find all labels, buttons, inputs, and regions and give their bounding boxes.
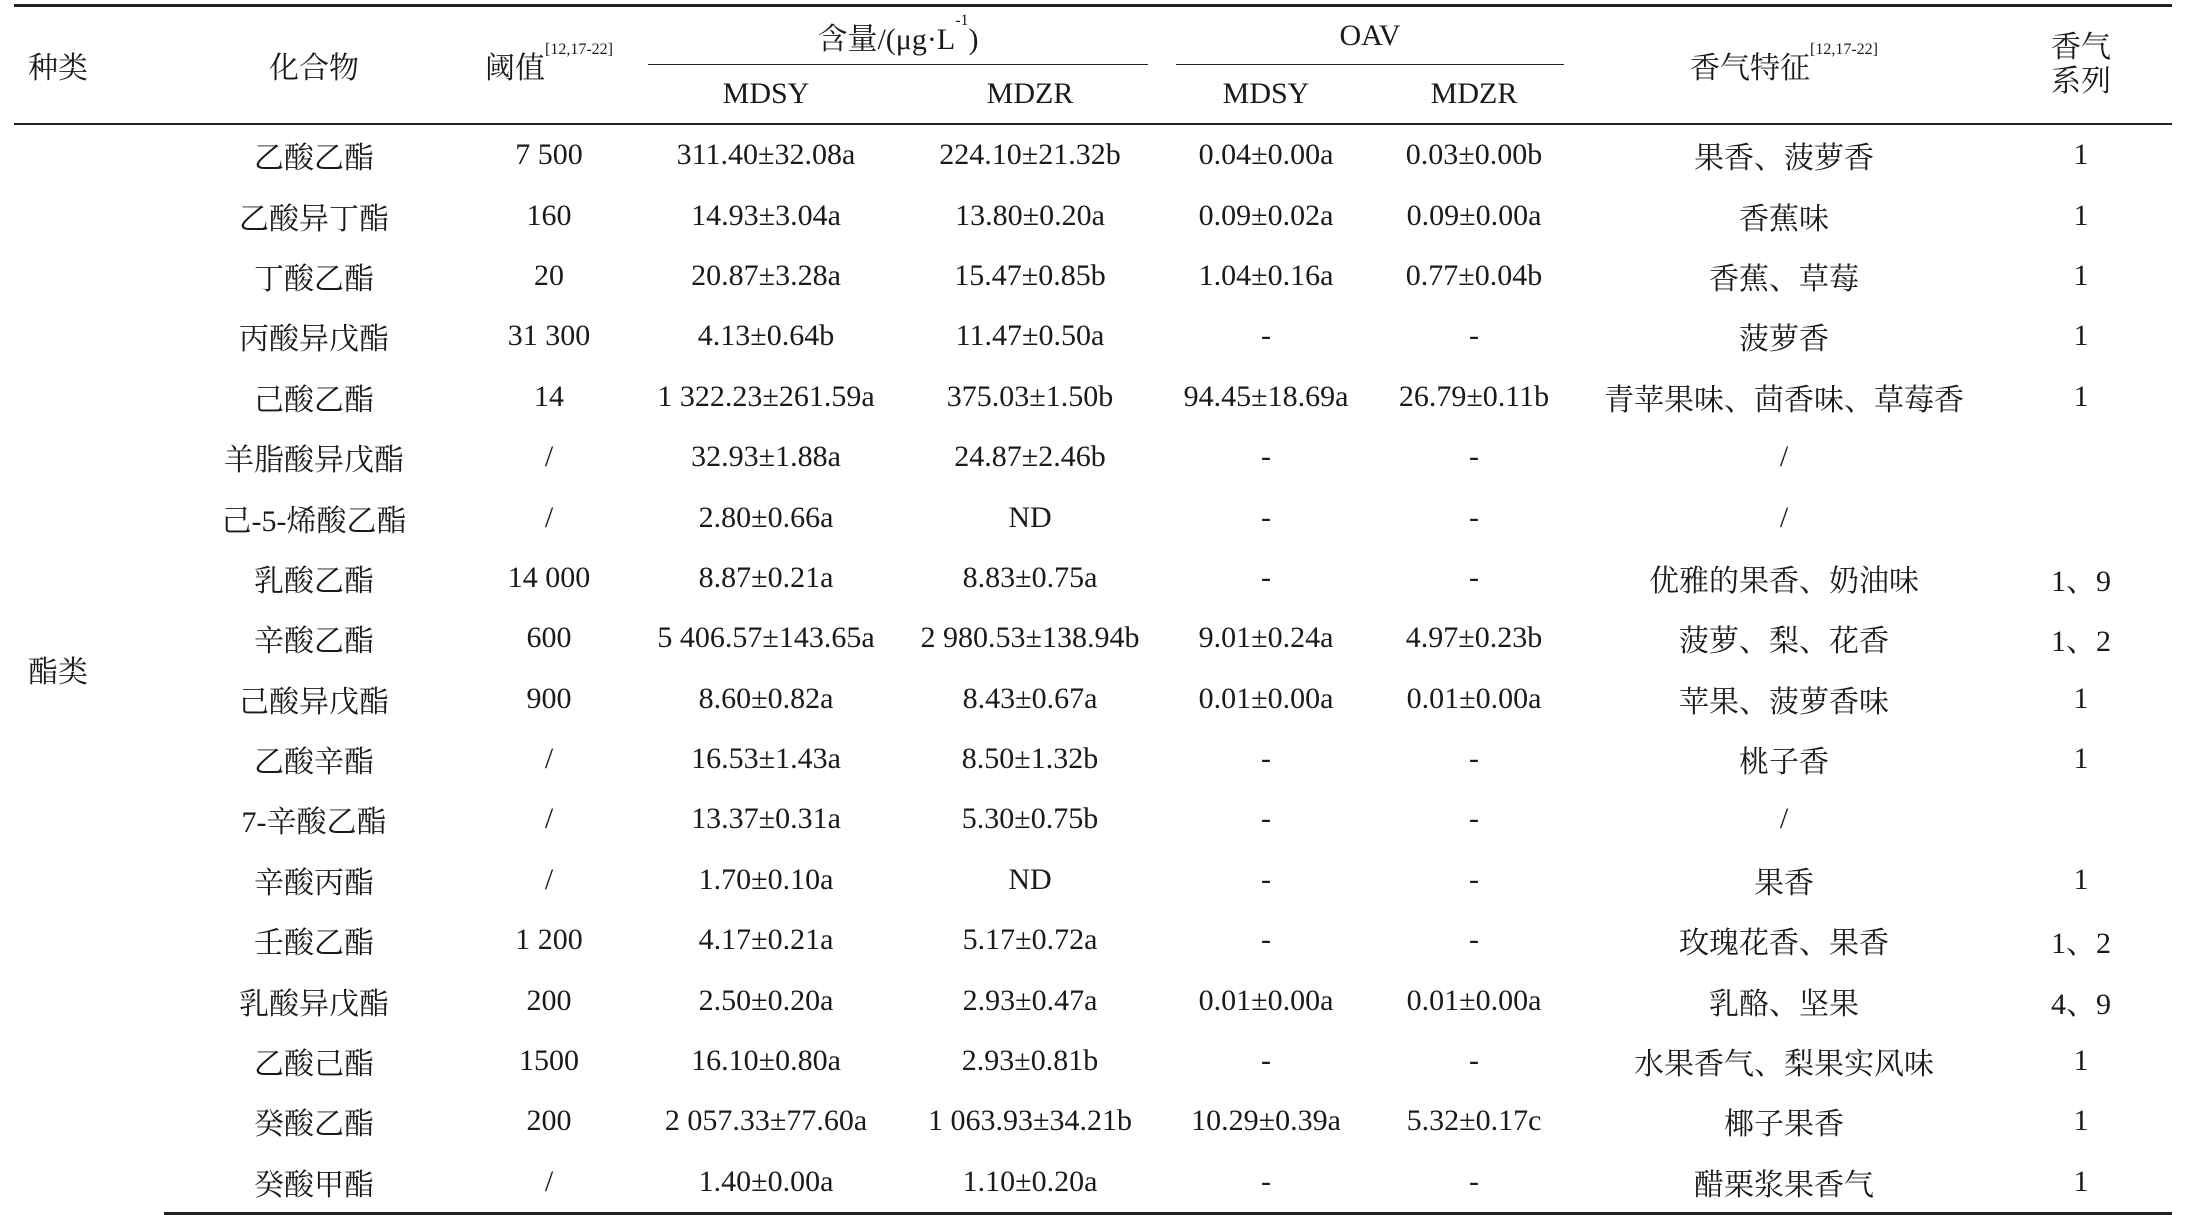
- content-mdsy-cell: 16.10±0.80a: [691, 1044, 841, 1078]
- aroma-cell: 香蕉味: [1739, 202, 1830, 236]
- content-mdzr-cell: 224.10±21.32b: [939, 138, 1121, 172]
- threshold-cell: 31 300: [507, 319, 591, 353]
- oav-mdsy-cell: 94.45±18.69a: [1183, 379, 1349, 413]
- content-mdzr-cell: 2 980.53±138.94b: [920, 621, 1140, 655]
- header-content-group: [634, 6, 1162, 66]
- threshold-cell: /: [544, 802, 554, 836]
- aroma-cell: 香蕉、草莓: [1709, 262, 1860, 296]
- content-mdzr-cell: 15.47±0.85b: [954, 258, 1106, 292]
- header-content-rule: [648, 64, 1148, 65]
- compound-cell: 己-5-烯酸乙酯: [221, 504, 407, 538]
- oav-mdsy-cell: -: [1162, 1152, 1370, 1214]
- oav-mdsy-cell: -: [1261, 440, 1271, 474]
- oav-mdzr-cell: -: [1469, 500, 1479, 534]
- oav-mdzr-cell: 5.32±0.17c: [1406, 1104, 1542, 1138]
- aroma-cell: 乳酪、坚果: [1709, 987, 1860, 1021]
- threshold-cell: 600: [526, 621, 572, 655]
- aroma-cell: 苹果、菠萝香味: [1679, 685, 1890, 719]
- compound-cell: 乙酸乙酯: [254, 142, 374, 176]
- content-mdsy-cell: 16.53±1.43a: [691, 742, 841, 776]
- table-row: [14, 1091, 2172, 1151]
- compound-cell: 癸酸甲酯: [164, 1152, 464, 1214]
- content-mdsy-cell: 8.60±0.82a: [698, 681, 834, 715]
- threshold-cell: 14 000: [507, 560, 591, 594]
- oav-mdzr-cell: -: [1469, 742, 1479, 776]
- oav-mdzr-cell: 4.97±0.23b: [1405, 621, 1543, 655]
- aroma-cell: 椰子果香: [1724, 1108, 1845, 1142]
- compound-cell: 羊脂酸异戊酯: [224, 444, 404, 478]
- header-threshold-label: 阈值: [485, 52, 545, 85]
- header-aroma-label: 香气特征: [1690, 52, 1811, 85]
- content-mdzr-cell: 8.43±0.67a: [962, 681, 1098, 715]
- threshold-cell: 200: [526, 983, 572, 1017]
- series-cell: 1: [2073, 1104, 2089, 1138]
- oav-mdsy-cell: -: [1261, 560, 1271, 594]
- series-cell: [1990, 487, 2172, 547]
- content-mdzr-cell: 8.83±0.75a: [962, 560, 1098, 594]
- content-mdzr-cell: 8.50±1.32b: [961, 742, 1099, 776]
- table-row: [14, 1152, 2172, 1214]
- series-cell: 1: [2073, 862, 2089, 896]
- oav-mdsy-cell: -: [1261, 923, 1271, 957]
- oav-mdzr-cell: -: [1469, 440, 1479, 474]
- content-mdsy-cell: 4.13±0.64b: [697, 319, 835, 353]
- header-row-1: [14, 6, 2172, 66]
- threshold-cell: /: [544, 862, 554, 896]
- compound-cell: 7-辛酸乙酯: [241, 806, 387, 840]
- oav-mdzr-cell: 0.01±0.00a: [1406, 983, 1542, 1017]
- data-table-container: [14, 4, 2172, 1215]
- oav-mdzr-cell: 0.01±0.00a: [1406, 681, 1542, 715]
- content-mdsy-cell: 311.40±32.08a: [676, 138, 856, 172]
- table-row: [14, 608, 2172, 668]
- aroma-cell: 菠萝、梨、花香: [1679, 625, 1890, 659]
- content-mdzr-cell: ND: [1008, 500, 1052, 534]
- table-row: [14, 970, 2172, 1030]
- ester-compounds-table: [14, 4, 2172, 1215]
- table-row: [14, 427, 2172, 487]
- threshold-cell: 160: [526, 198, 572, 232]
- series-cell: 1: [2073, 138, 2089, 172]
- oav-mdzr-cell: -: [1370, 1152, 1578, 1214]
- compound-cell: 壬酸乙酯: [254, 927, 374, 961]
- header-series-line1: 香气: [2051, 31, 2112, 64]
- header-oav-group: [1162, 6, 1578, 66]
- threshold-cell: /: [544, 440, 554, 474]
- threshold-cell: /: [544, 500, 554, 534]
- series-cell: 1、2: [2051, 625, 2112, 659]
- threshold-cell: 1 200: [515, 923, 583, 957]
- content-mdsy-cell: 5 406.57±143.65a: [657, 621, 875, 655]
- header-content-sup: -1: [955, 12, 969, 29]
- threshold-cell: 7 500: [515, 138, 583, 172]
- aroma-cell: 醋栗浆果香气: [1578, 1152, 1990, 1214]
- table-row: [14, 1031, 2172, 1091]
- aroma-cell: 果香、菠萝香: [1694, 142, 1875, 176]
- table-row: [14, 487, 2172, 547]
- oav-mdsy-cell: -: [1261, 1044, 1271, 1078]
- header-category-label: 种类: [28, 52, 88, 85]
- oav-mdzr-cell: 26.79±0.11b: [1398, 379, 1550, 413]
- content-mdzr-cell: 11.47±0.50a: [955, 319, 1105, 353]
- content-mdsy-cell: 2.80±0.66a: [698, 500, 834, 534]
- content-mdsy-cell: 4.17±0.21a: [698, 923, 834, 957]
- threshold-cell: /: [464, 1152, 634, 1214]
- header-threshold-ref: [12,17-22]: [545, 41, 613, 58]
- content-mdzr-cell: 24.87±2.46b: [954, 440, 1106, 474]
- compound-cell: 丙酸异戊酯: [239, 323, 389, 357]
- threshold-cell: 900: [526, 681, 572, 715]
- content-mdzr-cell: 5.30±0.75b: [961, 802, 1099, 836]
- oav-mdzr-cell: 0.09±0.00a: [1406, 198, 1542, 232]
- header-oav-label: OAV: [1339, 19, 1401, 52]
- content-mdzr-cell: 1 063.93±34.21b: [928, 1104, 1132, 1138]
- aroma-cell: /: [1779, 500, 1789, 534]
- aroma-cell: 菠萝香: [1739, 323, 1830, 357]
- header-oav-mdzr: MDZR: [1370, 65, 1578, 124]
- content-mdsy-cell: 32.93±1.88a: [691, 440, 841, 474]
- header-threshold: [464, 6, 634, 125]
- compound-cell: 丁酸乙酯: [254, 262, 374, 296]
- table-row: [14, 367, 2172, 427]
- table-row: [14, 185, 2172, 245]
- header-content-mdsy: MDSY: [634, 65, 898, 124]
- compound-cell: 乙酸异丁酯: [239, 202, 389, 236]
- aroma-cell: 青苹果味、茴香味、草莓香: [1604, 383, 1965, 417]
- content-mdsy-cell: 14.93±3.04a: [691, 198, 841, 232]
- compound-cell: 癸酸乙酯: [254, 1108, 374, 1142]
- content-mdzr-cell: 13.80±0.20a: [955, 198, 1105, 232]
- oav-mdzr-cell: -: [1469, 560, 1479, 594]
- content-mdzr-cell: 1.10±0.20a: [898, 1152, 1162, 1214]
- table-row: [14, 124, 2172, 185]
- compound-cell: 乙酸辛酯: [254, 746, 374, 780]
- table-row: [14, 548, 2172, 608]
- series-cell: 1: [1990, 1152, 2172, 1214]
- aroma-cell: 果香: [1754, 866, 1815, 900]
- threshold-cell: /: [544, 742, 554, 776]
- series-cell: [1990, 427, 2172, 487]
- header-series-line2: 系列: [2051, 65, 2112, 98]
- aroma-cell: 水果香气、梨果实风味: [1634, 1048, 1935, 1082]
- table-header: [14, 6, 2172, 125]
- oav-mdzr-cell: -: [1469, 319, 1479, 353]
- header-category: [14, 6, 164, 125]
- compound-cell: 己酸乙酯: [254, 383, 374, 417]
- aroma-cell: /: [1779, 440, 1789, 474]
- series-cell: 4、9: [2051, 987, 2112, 1021]
- threshold-cell: 1500: [519, 1044, 579, 1078]
- oav-mdzr-cell: -: [1469, 1044, 1479, 1078]
- compound-cell: 乙酸己酯: [254, 1048, 374, 1082]
- table-row: [14, 306, 2172, 366]
- series-cell: 1、2: [2051, 927, 2112, 961]
- table-row: [14, 246, 2172, 306]
- header-aroma-ref: [12,17-22]: [1810, 41, 1878, 58]
- content-mdsy-cell: 20.87±3.28a: [691, 258, 841, 292]
- threshold-cell: 20: [534, 258, 564, 292]
- oav-mdsy-cell: -: [1261, 500, 1271, 534]
- content-mdzr-cell: 2.93±0.81b: [961, 1044, 1099, 1078]
- compound-cell: 辛酸乙酯: [254, 625, 374, 659]
- oav-mdsy-cell: 9.01±0.24a: [1198, 621, 1334, 655]
- series-cell: 1: [2073, 681, 2089, 715]
- content-mdzr-cell: 5.17±0.72a: [962, 923, 1098, 957]
- compound-cell: 辛酸丙酯: [254, 866, 374, 900]
- oav-mdzr-cell: -: [1469, 862, 1479, 896]
- oav-mdsy-cell: 0.01±0.00a: [1198, 681, 1334, 715]
- series-cell: 1、9: [2051, 564, 2112, 598]
- oav-mdsy-cell: 0.01±0.00a: [1198, 983, 1334, 1017]
- content-mdsy-cell: 13.37±0.31a: [691, 802, 841, 836]
- oav-mdzr-cell: 0.03±0.00b: [1405, 138, 1543, 172]
- series-cell: 1: [2073, 198, 2089, 232]
- header-series: [1990, 6, 2172, 125]
- header-compound: [164, 6, 464, 125]
- oav-mdsy-cell: -: [1261, 862, 1271, 896]
- series-cell: 1: [2073, 319, 2089, 353]
- oav-mdsy-cell: 10.29±0.39a: [1191, 1104, 1341, 1138]
- series-cell: 1: [2073, 742, 2089, 776]
- oav-mdsy-cell: -: [1261, 742, 1271, 776]
- content-mdzr-cell: 375.03±1.50b: [946, 379, 1114, 413]
- header-oav-mdsy: MDSY: [1162, 65, 1370, 124]
- category-cell: 酯类: [28, 656, 88, 690]
- table-row: [14, 729, 2172, 789]
- oav-mdsy-cell: 0.09±0.02a: [1198, 198, 1334, 232]
- header-compound-label: 化合物: [269, 52, 359, 85]
- oav-mdzr-cell: -: [1469, 923, 1479, 957]
- series-cell: 1: [2073, 258, 2089, 292]
- header-content-label: 含量/(μg·L: [817, 23, 956, 56]
- table-row: [14, 850, 2172, 910]
- table-row: [14, 910, 2172, 970]
- content-mdzr-cell: 2.93±0.47a: [962, 983, 1098, 1017]
- oav-mdsy-cell: 1.04±0.16a: [1198, 258, 1334, 292]
- series-cell: [1990, 789, 2172, 849]
- header-series-label: [2051, 31, 2111, 99]
- oav-mdzr-cell: 0.77±0.04b: [1405, 258, 1543, 292]
- table-row: [14, 789, 2172, 849]
- compound-cell: 乳酸异戊酯: [239, 987, 389, 1021]
- content-mdsy-cell: 2 057.33±77.60a: [664, 1104, 868, 1138]
- oav-mdsy-cell: -: [1261, 802, 1271, 836]
- header-aroma: [1578, 6, 1990, 125]
- threshold-cell: 200: [526, 1104, 572, 1138]
- oav-mdsy-cell: -: [1261, 319, 1271, 353]
- content-mdsy-cell: 1 322.23±261.59a: [657, 379, 875, 413]
- aroma-cell: 桃子香: [1739, 746, 1830, 780]
- series-cell: 1: [2073, 379, 2089, 413]
- oav-mdzr-cell: -: [1469, 802, 1479, 836]
- compound-cell: 乳酸乙酯: [254, 564, 374, 598]
- compound-cell: 己酸异戊酯: [239, 685, 389, 719]
- threshold-cell: 14: [534, 379, 564, 413]
- aroma-cell: 优雅的果香、奶油味: [1649, 564, 1920, 598]
- table-row: [14, 669, 2172, 729]
- table-body: [14, 124, 2172, 1214]
- header-oav-rule: [1176, 64, 1564, 65]
- content-mdsy-cell: 2.50±0.20a: [698, 983, 834, 1017]
- series-cell: 1: [2073, 1044, 2089, 1078]
- header-content-mdzr: MDZR: [898, 65, 1162, 124]
- content-mdsy-cell: 1.40±0.00a: [634, 1152, 898, 1214]
- content-mdzr-cell: ND: [1008, 862, 1052, 896]
- aroma-cell: /: [1779, 802, 1789, 836]
- oav-mdsy-cell: 0.04±0.00a: [1198, 138, 1334, 172]
- content-mdsy-cell: 1.70±0.10a: [698, 862, 834, 896]
- content-mdsy-cell: 8.87±0.21a: [698, 560, 834, 594]
- header-content-close: ): [968, 23, 979, 56]
- aroma-cell: 玫瑰花香、果香: [1679, 927, 1890, 961]
